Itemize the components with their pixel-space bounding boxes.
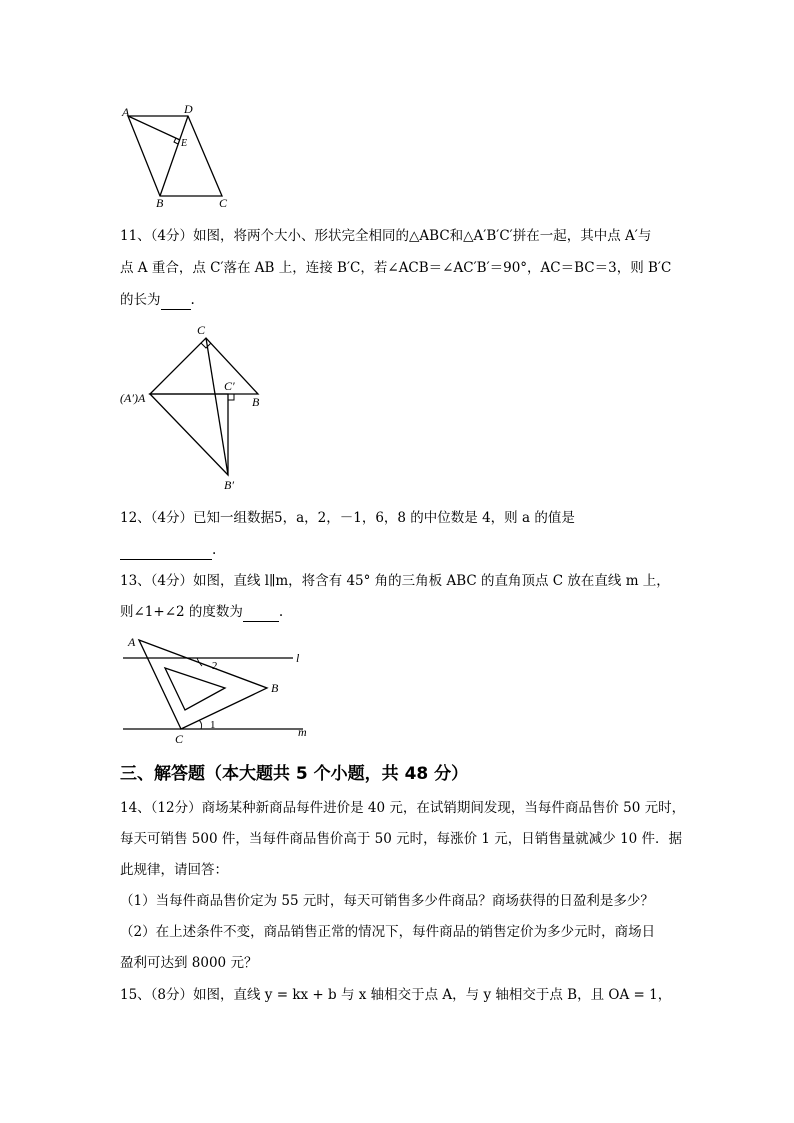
- label-angle-1: 1: [210, 719, 216, 731]
- triangles-figure: [110, 320, 280, 495]
- q13-line-2-end: .: [278, 604, 284, 620]
- q12-line-1: 12、（4分）已知一组数据5，a，2，－1，6，8 的中位数是 4，则 a 的值是: [120, 510, 575, 526]
- q11-line-3-text: 的长为: [120, 292, 161, 308]
- q11-line-3-end: .: [190, 292, 195, 308]
- label-d: D: [184, 102, 193, 116]
- label-c: C: [197, 323, 206, 337]
- q13-answer-blank[interactable]: [243, 606, 279, 622]
- label-a: A: [128, 635, 136, 649]
- q13-line-2: [120, 602, 684, 622]
- setsquare-inner: [165, 668, 225, 710]
- label-c-prime: C′: [224, 379, 235, 393]
- right-angle-mark-c: [201, 343, 211, 348]
- q14-line-1: 14、（12分）商场某种新商品每件进价是 40 元，在试销期间发现，当每件商品售价 50 元时，: [120, 800, 686, 816]
- q14-line-2: 每天可销售 500 件，当每件商品售价高于 50 元时，每涨价 1 元，日销售量就减少 10 件．据: [120, 831, 683, 847]
- label-b: B: [252, 395, 260, 409]
- section-title: 三、解答题（本大题共 5 个小题，共 48 分）: [120, 764, 469, 784]
- parallelogram-diagram: [110, 100, 250, 210]
- q15-line-1: 15、（8分）如图，直线 y = kx + b 与 x 轴相交于点 A，与 y 轴相交于点 B，且 OA = 1，: [120, 987, 672, 1003]
- parallelogram-outline: [128, 116, 222, 196]
- q12-line-2-end: .: [212, 542, 217, 558]
- right-angle-mark-c-prime: [228, 394, 234, 400]
- diagonal-bd: [160, 116, 188, 196]
- q13-line-1: 13、（4分）如图，直线 l∥m，将含有 45° 角的三角板 ABC 的直角顶点 C 放在直线 m 上，: [120, 573, 670, 589]
- label-angle-2: 2: [212, 660, 218, 672]
- triangles-diagram: [110, 320, 280, 495]
- q11-line-3: [120, 290, 684, 310]
- label-a-prime-a: (A′)A: [120, 391, 146, 405]
- label-m: m: [298, 725, 307, 739]
- q13-line-2-text: 则∠1+∠2 的度数为: [120, 604, 243, 620]
- label-c: C: [219, 196, 228, 210]
- setsquare-diagram: [115, 630, 325, 750]
- q11-line-1: 11、（4分）如图，将两个大小、形状完全相同的△ABC和△A′B′C′拼在一起，其中点 A′与: [120, 228, 652, 244]
- label-b: B: [271, 681, 279, 695]
- q12-answer-blank[interactable]: [120, 544, 212, 560]
- parallelogram-figure: [110, 100, 250, 210]
- setsquare-figure: [115, 630, 325, 750]
- q12-line-2: [120, 540, 684, 560]
- setsquare-outer: [139, 640, 267, 729]
- label-l: l: [296, 651, 300, 665]
- q14-part-1: （1）当每件商品售价定为 55 元时，每天可销售多少件商品？商场获得的日盈利是多少？: [120, 893, 654, 909]
- q11-line-2: 点 A 重合，点 C′落在 AB 上，连接 B′C，若∠ACB＝∠AC′B′＝90°，AC＝BC＝3，则 B′C: [120, 260, 672, 276]
- label-a: A: [122, 105, 130, 119]
- q14-line-3: 此规律，请回答：: [120, 862, 228, 878]
- label-e: E: [181, 138, 188, 149]
- q11-answer-blank[interactable]: [161, 294, 191, 310]
- label-c: C: [175, 732, 184, 746]
- q14-part-2-line-1: （2）在上述条件不变，商品销售正常的情况下，每件商品的销售定价为多少元时，商场日: [120, 924, 656, 940]
- q14-part-2-line-2: 盈利可达到 8000 元？: [120, 955, 258, 971]
- label-b-prime: B′: [224, 478, 234, 492]
- label-b: B: [156, 196, 164, 210]
- angle-1-arc: [199, 720, 202, 729]
